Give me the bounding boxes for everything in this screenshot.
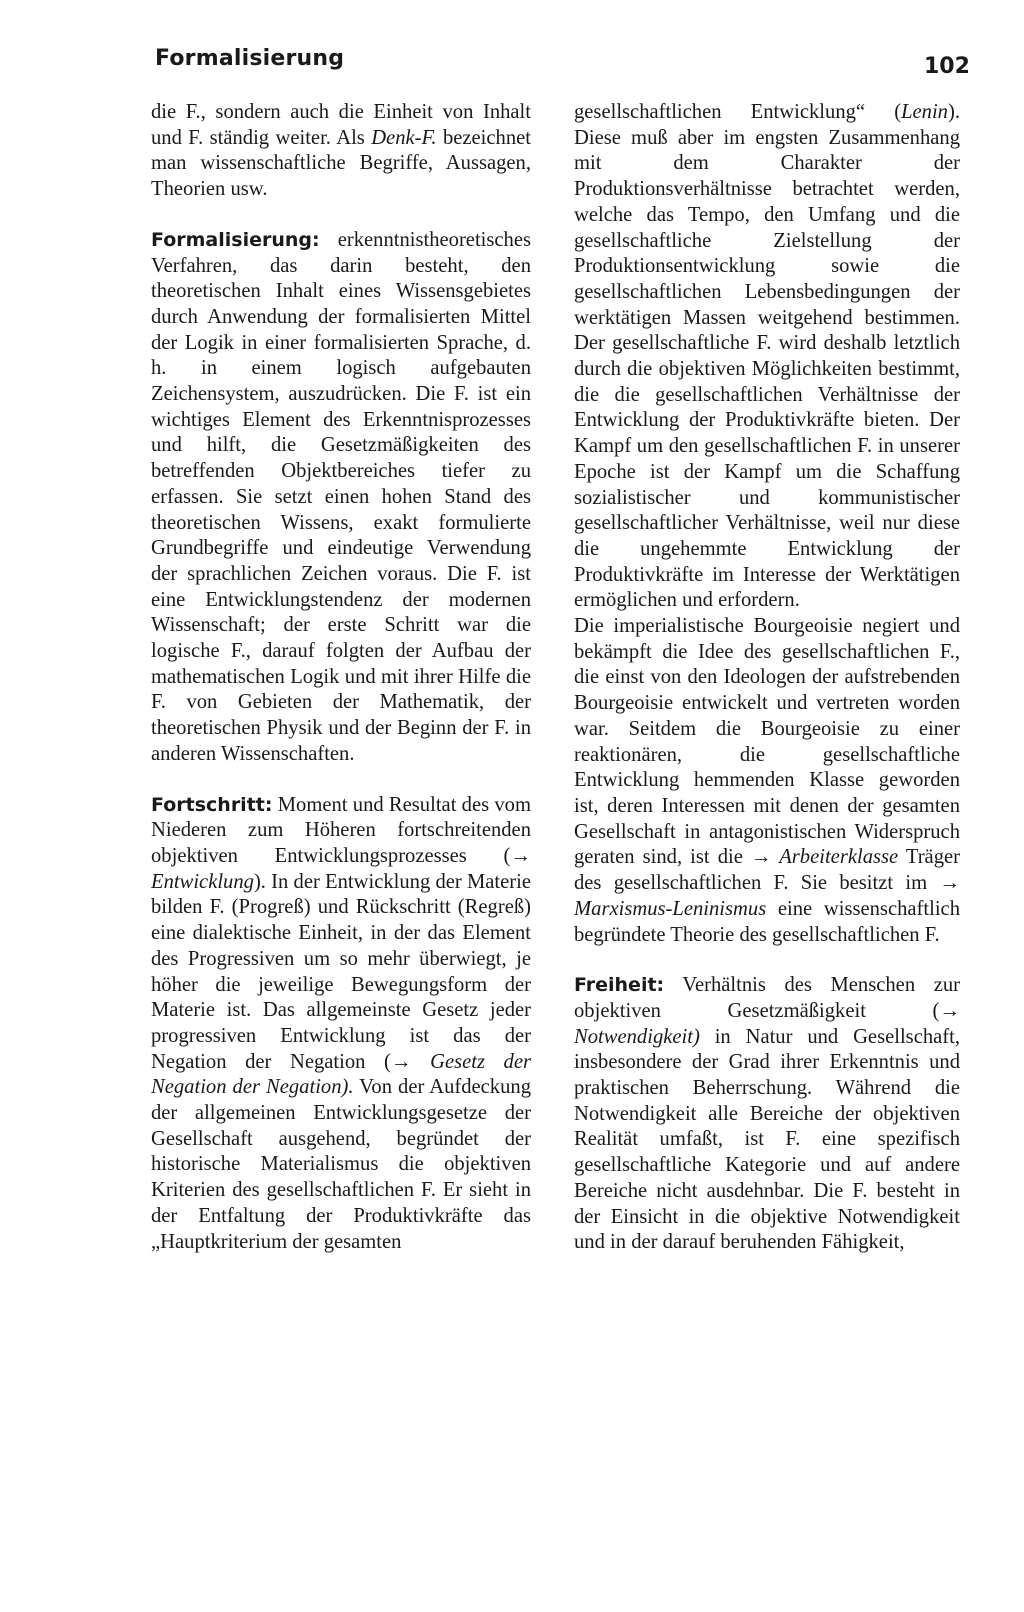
entry-fortschritt [151, 793, 531, 1256]
text-run: Verhältnis des Menschen zur objektiven Gesetzmäßigkeit ( [574, 974, 960, 1022]
paragraph-imperialism [574, 614, 960, 948]
text-run: gesellschaftlichen Entwicklung“ ( [574, 101, 902, 123]
left-column [151, 100, 531, 1255]
entry-term: Fortschritt: [151, 793, 273, 816]
entry-freiheit [574, 973, 960, 1256]
paragraph-gap [151, 768, 531, 793]
italic-term: Notwendigkeit) [574, 1025, 700, 1048]
entry-continuation-right [574, 100, 960, 614]
text-run: Träger des gesellschaftlichen F. Sie besitzt im [574, 846, 960, 895]
text-run: Von der Aufdeckung der allgemeinen Entwicklungsgesetze der Gesellschaft ausgehend, begründet der historische Materialismus die objektiven Kriterien des gesellschaftlichen F. Er sieht in der Entfaltung der Produktivkräfte das „Hauptkriterium der gesamten [151, 1076, 531, 1253]
text-run: Moment und Resultat des vom Niederen zum Höheren fortschreitenden objektiven Entwicklungsprozesses ( [151, 793, 531, 867]
right-column [574, 100, 960, 1256]
cross-reference-arrow-icon: → [510, 844, 531, 867]
italic-term: Gesetz der Negation der Negation). [151, 1050, 532, 1099]
entry-term: Freiheit: [574, 974, 665, 997]
entry-term: Formalisierung: [151, 228, 320, 251]
entry-continuation-left [151, 100, 531, 203]
italic-term: Lenin [901, 101, 948, 123]
italic-term: Entwicklung [151, 870, 254, 893]
running-head: Formalisierung [155, 46, 345, 71]
paragraph-gap [574, 948, 960, 973]
text-run: Die imperialistische Bourgeoisie negiert und bekämpft die Idee des gesellschaftlichen F., die einst von den Ideologen der aufstrebenden Bourgeoisie entwickelt und vertreten worden war. Seitdem die Bourgeoisie zu einer reaktionären, die gesellschaftliche Entwicklung hemmenden Klasse geworden ist, deren Interessen mit denen der gesamten Gesellschaft in antagonistischen Widerspruch geraten sind, ist die [574, 615, 960, 869]
entry-formalisierung [151, 228, 531, 768]
text-run: bezeichnet man wissenschaftliche Begriffe, Aussagen, Theorien usw. [151, 126, 531, 201]
text-run: ). In der Entwicklung der Materie bilden F. (Progreß) und Rückschritt (Regreß) eine dialektische Einheit, in der das Element des Progressiven um so mehr überwiegt, je höher die jeweilige Bewegungsform der Materie ist. Das allgemeinste Gesetz jeder progressiven Entwicklung ist das der Negation der Negation ( [151, 870, 531, 1073]
italic-term: Marxismus-Leninismus [574, 897, 767, 920]
text-run: in Natur und Gesellschaft, insbesondere der Grad ihrer Erkenntnis und praktischen Beherrschung. Während die Notwendigkeit alle Bereiche der objektiven Realität umfaßt, ist F. eine spezifisch gesellschaftliche Kategorie und auf andere Bereiche nicht ausdehnbar. Die F. besteht in der Einsicht in die objektive Notwendigkeit und in der darauf beruhenden Fähigkeit, [574, 1025, 960, 1254]
cross-reference-arrow-icon: → [939, 872, 960, 895]
italic-term: Arbeiterklasse [771, 846, 899, 869]
text-run: die F., sondern auch die Einheit von Inhalt und F. ständig weiter. Als [151, 101, 531, 149]
page-number: 102 [924, 54, 970, 79]
cross-reference-arrow-icon: → [750, 846, 772, 869]
text-run: eine wissenschaftlich begründete Theorie des gesellschaftlichen F. [574, 897, 960, 946]
italic-term: Denk-F. [371, 126, 437, 149]
text-run: erkenntnistheoretisches Verfahren, das darin besteht, den theoretischen Inhalt eines Wissensgebietes durch Anwendung der formalisierten Mittel der Logik in einer formalisierten Sprache, d. h. in einem logisch aufgebauten Zeichensystem, auszudrücken. Die F. ist ein wichtiges Element des Erkenntnisprozesses und hilft, die Gesetzmäßigkeiten des betreffenden Objektbereiches tiefer zu erfassen. Sie setzt einen hohen Stand des theoretischen Wissens, exakt formulierte Grundbegriffe und eindeutige Verwendung der sprachlichen Zeichen voraus. Die F. ist eine Entwicklungstendenz der modernen Wissenschaft; der erste Schritt war die logische F., darauf folgten der Aufbau der mathematischen Logik und mit ihrer Hilfe die F. von Gebieten der Mathematik, der theoretischen Physik und der Beginn der F. in anderen Wissenschaften. [151, 228, 531, 765]
text-run: ). Diese muß aber im engsten Zusammenhang mit dem Charakter der Produktionsverhältnisse betrachtet werden, welche das Tempo, den Umfang und die gesellschaftliche Zielstellung der Produktionsentwicklung sowie die gesellschaftlichen Lebensbedingungen der werktätigen Massen weitgehend bestimmen. Der gesellschaftliche F. wird deshalb letztlich durch die objektiven Möglichkeiten bestimmt, die die gesellschaftlichen Verhältnisse der Entwicklung der Produktivkräfte bieten. Der Kampf um den gesellschaftlichen F. in unserer Epoche ist der Kampf um die Schaffung sozialistischer und kommunistischer gesellschaftlicher Verhältnisse, weil nur diese die ungehemmte Entwicklung der Produktivkräfte im Interesse der Werktätigen ermöglichen und erfordern. [574, 101, 960, 612]
cross-reference-arrow-icon: → [939, 999, 960, 1022]
cross-reference-arrow-icon: → [390, 1050, 412, 1073]
paragraph-gap [151, 203, 531, 228]
